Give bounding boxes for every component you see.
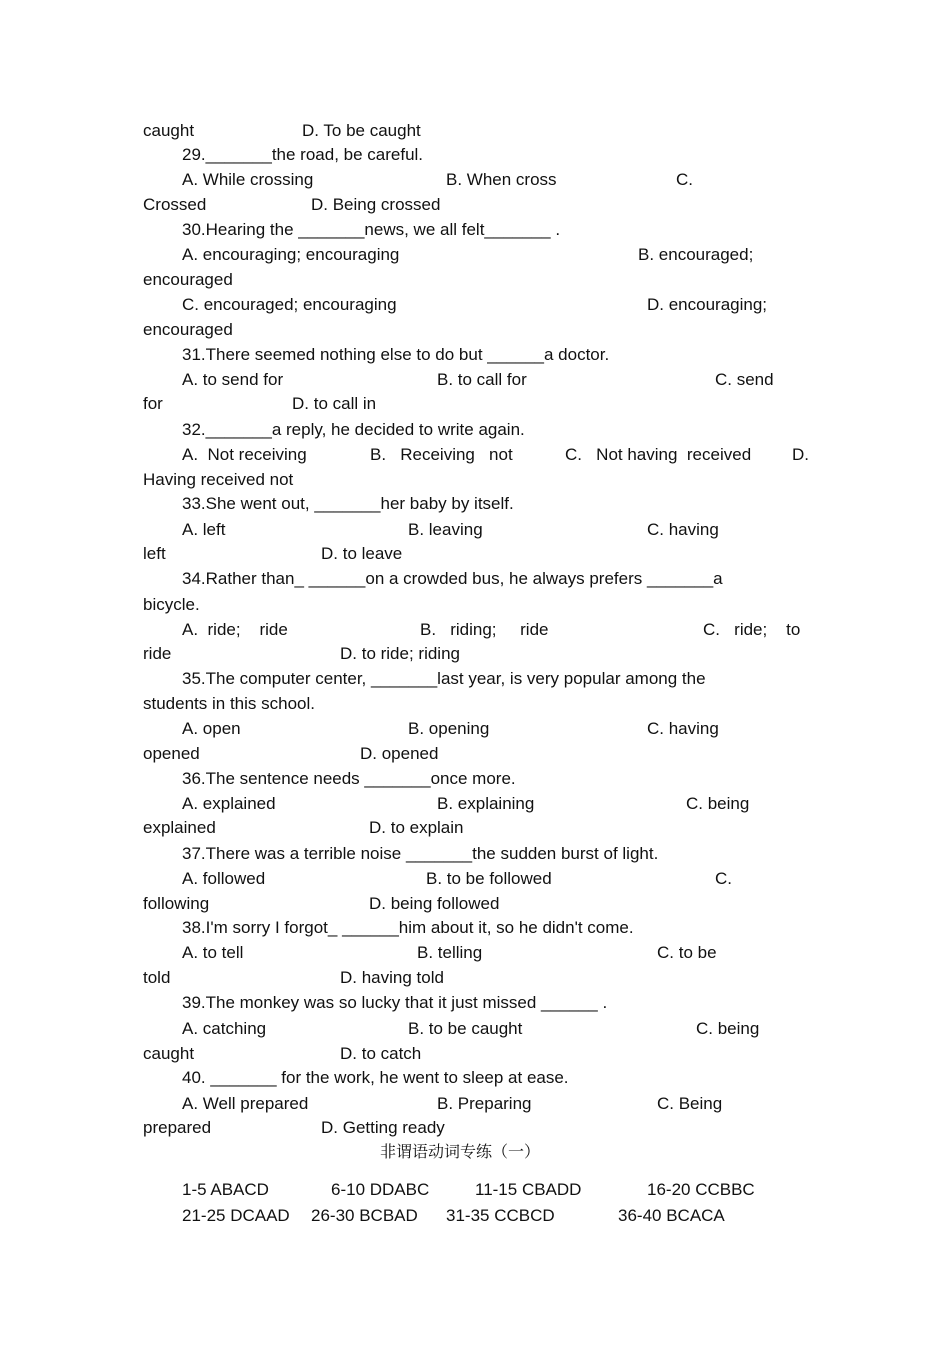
option-line: A. explained — [182, 794, 276, 813]
question-36: 36.The sentence needs _______once more. — [182, 769, 516, 788]
option-line: following — [143, 894, 210, 913]
option-line: D. to leave — [321, 544, 403, 563]
answer-group: 6-10 DDABC — [331, 1180, 430, 1199]
option-line: C. encouraged; encouraging — [182, 295, 397, 314]
option-line: told — [143, 968, 171, 987]
question-32: 32._______a reply, he decided to write again. — [182, 420, 525, 439]
option-line: C. Not having received — [565, 445, 752, 464]
option-line: B. opening — [408, 719, 490, 738]
question-35: 35.The computer center, _______last year, is very popular among the — [182, 669, 706, 688]
question-33: 33.She went out, _______her baby by itself. — [182, 494, 514, 513]
option-line: B. riding; ride — [420, 620, 549, 639]
question-40: 40. _______ for the work, he went to sleep at ease. — [182, 1068, 569, 1087]
option-line: A. followed — [182, 869, 266, 888]
option-line: A. catching — [182, 1019, 267, 1038]
text-line: students in this school. — [143, 694, 315, 713]
option-line: A. While crossing — [182, 170, 314, 189]
option-line: B. to be followed — [426, 869, 552, 888]
option-line: opened — [143, 744, 200, 763]
option-line: A. ride; ride — [182, 620, 288, 639]
option-line: C. having — [647, 719, 719, 738]
option-line: D. being followed — [369, 894, 500, 913]
option-line: B. Receiving not — [370, 445, 513, 464]
option-line: C. send — [715, 370, 774, 389]
option-line: for — [143, 394, 163, 413]
option-line: D. to catch — [340, 1044, 422, 1063]
option-line: D. encouraging; — [647, 295, 768, 314]
answer-group: 21-25 DCAAD — [182, 1206, 290, 1225]
answer-group: 31-35 CCBCD — [446, 1206, 555, 1225]
option-line: left — [143, 544, 166, 563]
question-39: 39.The monkey was so lucky that it just missed ______ . — [182, 993, 608, 1012]
option-line: B. explaining — [437, 794, 535, 813]
option-line: C. Being — [657, 1094, 723, 1113]
option-line: A. Not receiving — [182, 445, 307, 464]
answer-group: 16-20 CCBBC — [647, 1180, 755, 1199]
option-line: A. Well prepared — [182, 1094, 309, 1113]
option-line: D. to explain — [369, 818, 464, 837]
option-line: C. — [676, 170, 693, 189]
option-line: explained — [143, 818, 216, 837]
question-34: 34.Rather than_ ______on a crowded bus, he always prefers _______a — [182, 569, 723, 588]
option-line: C. being — [686, 794, 750, 813]
question-38: 38.I'm sorry I forgot_ ______him about it, so he didn't come. — [182, 918, 634, 937]
option-line: B. When cross — [446, 170, 557, 189]
option-line: D. — [792, 445, 809, 464]
question-29: 29._______the road, be careful. — [182, 145, 424, 164]
option-line: Having received not — [143, 470, 294, 489]
option-line: A. encouraging; encouraging — [182, 245, 400, 264]
answer-group: 11-15 CBADD — [475, 1180, 582, 1199]
question-37: 37.There was a terrible noise _______the sudden burst of light. — [182, 844, 659, 863]
option-line: B. to be caught — [408, 1019, 523, 1038]
option-line: encouraged — [143, 270, 233, 289]
option-line: C. — [715, 869, 732, 888]
question-30: 30.Hearing the _______news, we all felt_______ . — [182, 220, 561, 239]
option-line: B. telling — [417, 943, 483, 962]
text-line: caught — [143, 121, 195, 140]
text-line: D. To be caught — [302, 121, 421, 140]
option-line: B. encouraged; — [638, 245, 754, 264]
option-line: C. having — [647, 520, 719, 539]
option-line: D. having told — [340, 968, 444, 987]
option-line: C. ride; to — [703, 620, 801, 639]
option-line: prepared — [143, 1118, 212, 1137]
option-line: A. to tell — [182, 943, 244, 962]
question-31: 31.There seemed nothing else to do but ______a doctor. — [182, 345, 610, 364]
text-line: bicycle. — [143, 595, 200, 614]
option-line: B. to call for — [437, 370, 527, 389]
option-line: A. left — [182, 520, 226, 539]
section-title: 非谓语动词专练（一） — [380, 1142, 541, 1161]
option-line: B. Preparing — [437, 1094, 532, 1113]
option-line: caught — [143, 1044, 195, 1063]
option-line: C. being — [696, 1019, 760, 1038]
option-line: A. to send for — [182, 370, 284, 389]
option-line: D. to call in — [292, 394, 377, 413]
option-line: C. to be — [657, 943, 717, 962]
option-line: D. to ride; riding — [340, 644, 460, 663]
option-line: encouraged — [143, 320, 233, 339]
option-line: B. leaving — [408, 520, 483, 539]
option-line: Crossed — [143, 195, 207, 214]
answer-group: 1-5 ABACD — [182, 1180, 269, 1199]
option-line: D. Being crossed — [311, 195, 441, 214]
answer-group: 26-30 BCBAD — [311, 1206, 418, 1225]
option-line: ride — [143, 644, 172, 663]
option-line: D. opened — [360, 744, 439, 763]
option-line: D. Getting ready — [321, 1118, 445, 1137]
option-line: A. open — [182, 719, 241, 738]
answer-group: 36-40 BCACA — [618, 1206, 725, 1225]
